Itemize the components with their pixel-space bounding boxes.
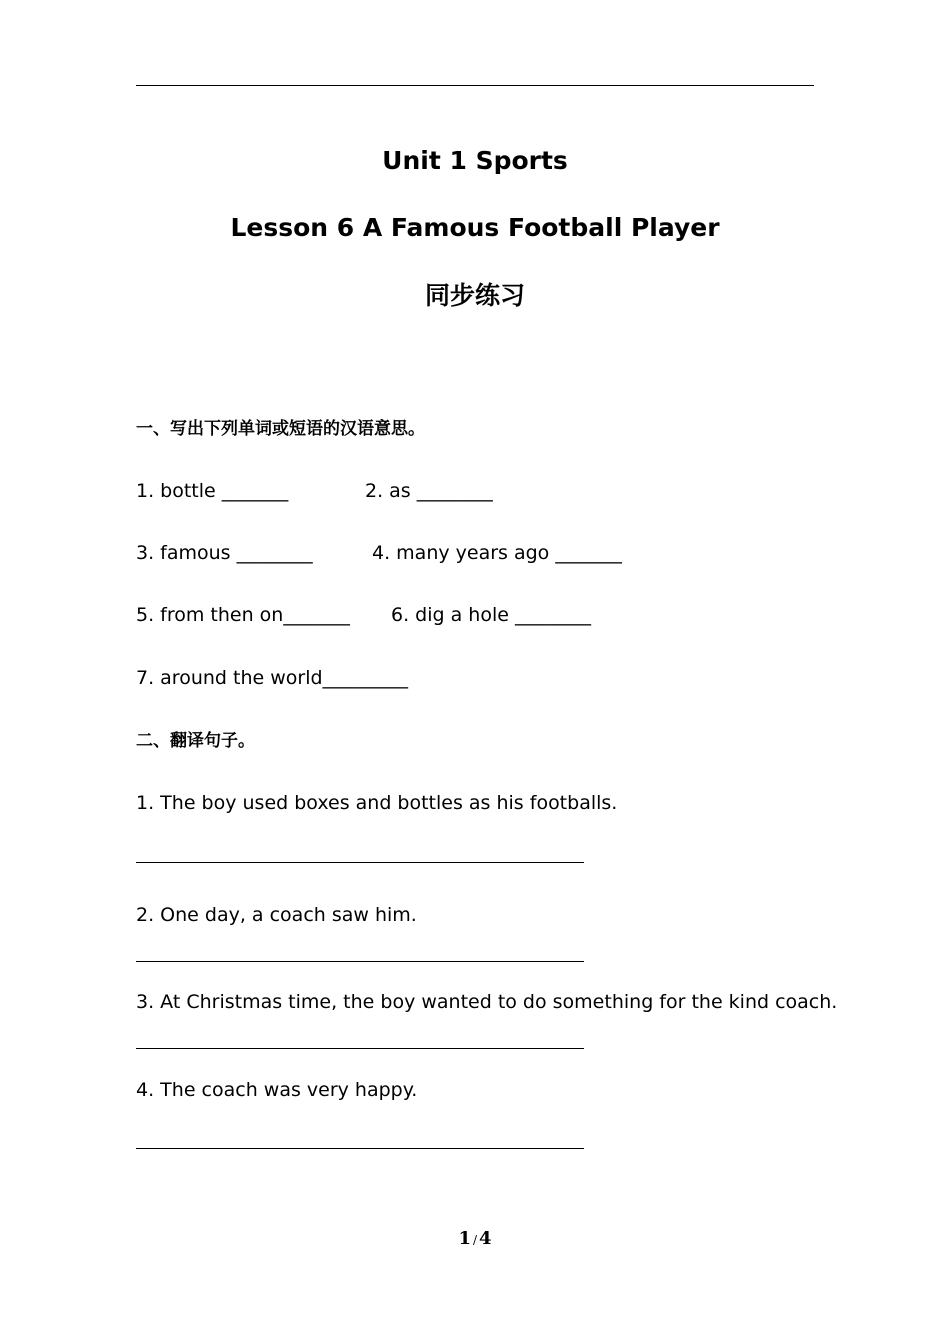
- translation-sentence: 1. The boy used boxes and bottles as his footballs.: [136, 792, 618, 814]
- vocab-item: 7. around the world_________: [136, 667, 409, 689]
- page-number: [0, 1228, 950, 1249]
- exercise-subtitle: 同步练习: [424, 281, 525, 310]
- answer-line: [136, 862, 584, 863]
- current-page: 1: [458, 1228, 471, 1249]
- translation-sentence: 2. One day, a coach saw him.: [136, 904, 417, 926]
- section1-heading: 一、写出下列单词或短语的汉语意思。: [136, 419, 425, 439]
- vocab-item: 1. bottle _______: [136, 480, 289, 502]
- vocab-item: 6. dig a hole ________: [391, 604, 591, 626]
- answer-line: [136, 961, 584, 962]
- vocab-item: 5. from then on_______: [136, 604, 350, 626]
- answer-line: [136, 1148, 584, 1149]
- page-separator: /: [472, 1233, 478, 1247]
- answer-line: [136, 1048, 584, 1049]
- total-pages: 4: [479, 1228, 492, 1249]
- unit-title: Unit 1 Sports: [382, 146, 568, 175]
- section2-heading: 二、翻译句子。: [136, 731, 255, 751]
- vocab-item: 3. famous ________: [136, 542, 313, 564]
- translation-sentence: 4. The coach was very happy.: [136, 1079, 418, 1101]
- vocab-item: 4. many years ago _______: [372, 542, 622, 564]
- vocab-item: 2. as ________: [365, 480, 493, 502]
- header-rule: [136, 85, 814, 86]
- translation-sentence: 3. At Christmas time, the boy wanted to do something for the kind coach.: [136, 991, 838, 1013]
- lesson-title: Lesson 6 A Famous Football Player: [230, 213, 720, 242]
